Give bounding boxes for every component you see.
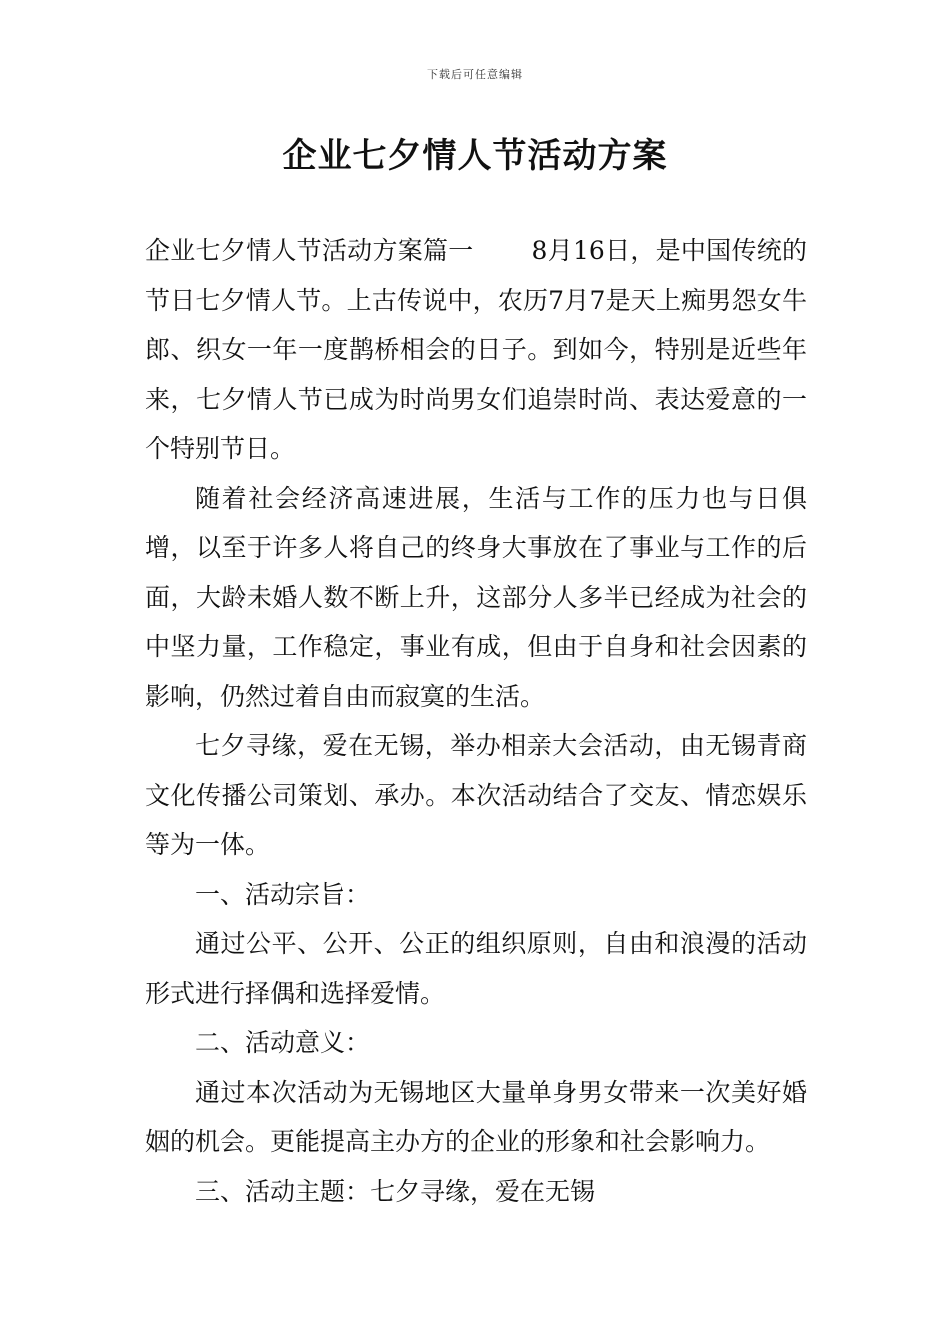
intro-paragraph: [145, 226, 807, 474]
paragraph-significance: 通过本次活动为无锡地区大量单身男女带来一次美好婚姻的机会。更能提高主办方的企业的形象和社会影响力。: [145, 1077, 807, 1156]
paragraph-background: 随着社会经济高速进展，生活与工作的压力也与日俱增，以至于许多人将自己的终身大事放在了事业与工作的后面，大龄未婚人数不断上升，这部分人多半已经成为社会的中坚力量，工作稳定，事业有成，但由于自身和社会因素的影响，仍然过着自由而寂寞的生活。: [145, 483, 807, 711]
header-note: 下载后可任意编辑: [427, 68, 523, 81]
section-heading-purpose: 一、活动宗旨：: [195, 879, 371, 909]
section-heading-theme: 三、活动主题：七夕寻缘，爱在无锡: [195, 1176, 596, 1206]
paragraph-purpose: 通过公平、公开、公正的组织原则，自由和浪漫的活动形式进行择偶和选择爱情。: [145, 929, 807, 1008]
section-heading-significance: 二、活动意义：: [195, 1028, 371, 1057]
intro-text: 8月16日，是中国传统的节日七夕情人节。上古传说中，农历7月7是天上痴男怨女牛郎、织女一年一度鹊桥相会的日子。到如今，特别是近些年来，七夕情人节已成为时尚男女们追崇时尚、表达爱意的一个特别节日。: [145, 236, 807, 463]
intro-lead: 企业七夕情人节活动方案篇一: [145, 236, 474, 265]
paragraph-event-intro: 七夕寻缘，爱在无锡，举办相亲大会活动，由无锡青商文化传播公司策划、承办。本次活动结合了交友、情恋娱乐等为一体。: [145, 731, 807, 859]
document-title: 企业七夕情人节活动方案: [282, 136, 668, 176]
document-body: [145, 226, 807, 1216]
